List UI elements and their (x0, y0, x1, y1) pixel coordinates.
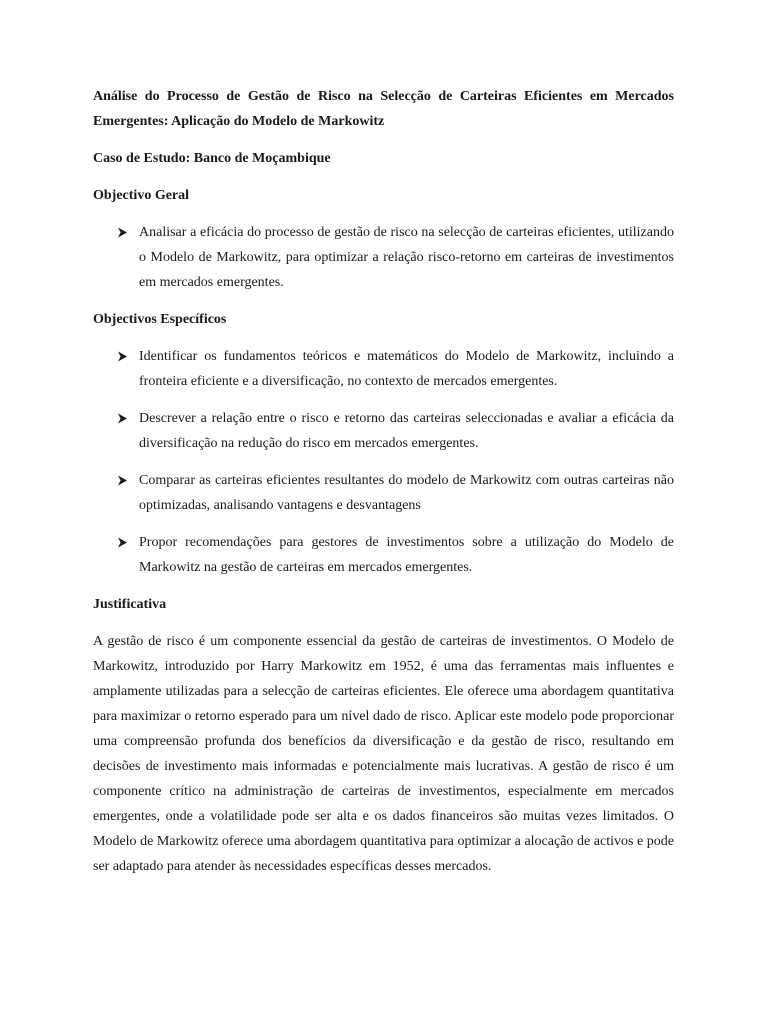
list-item-text: Analisar a eficácia do processo de gestão de risco na selecção de carteiras eficientes, utilizando o Modelo de Markowitz, para optimizar a relação risco-retorno em carteiras de investimentos em mercados emergentes. (139, 225, 674, 290)
list-item-text: Propor recomendações para gestores de investimentos sobre a utilização do Modelo de Markowitz na gestão de carteiras em mercados emergentes. (139, 535, 674, 575)
list-item-text: Identificar os fundamentos teóricos e matemáticos do Modelo de Markowitz, incluindo a fronteira eficiente e a diversificação, no contexto de mercados emergentes. (139, 349, 674, 389)
document-title: Análise do Processo de Gestão de Risco na Selecção de Carteiras Eficientes em Mercados Emergentes: Aplicação do Modelo de Markowitz (93, 89, 674, 129)
general-objective-list (93, 220, 674, 295)
document-page (93, 84, 674, 879)
list-item (93, 406, 674, 456)
specific-objectives-list (93, 344, 674, 580)
list-item (93, 220, 674, 295)
arrowhead-bullet-icon (115, 344, 129, 369)
list-item-text: Descrever a relação entre o risco e retorno das carteiras seleccionadas e avaliar a eficácia da diversificação na redução do risco em mercados emergentes. (139, 411, 674, 451)
arrowhead-bullet-icon (115, 530, 129, 555)
arrowhead-bullet-icon (115, 468, 129, 493)
justification-heading: Justificativa (93, 597, 167, 612)
list-item (93, 344, 674, 394)
list-item-text: Comparar as carteiras eficientes resultantes do modelo de Markowitz com outras carteiras não optimizadas, analisando vantagens e desvantagens (139, 473, 674, 513)
list-item (93, 468, 674, 518)
case-study-heading: Caso de Estudo: Banco de Moçambique (93, 151, 331, 166)
arrowhead-bullet-icon (115, 220, 129, 245)
general-objective-heading: Objectivo Geral (93, 188, 190, 203)
justification-paragraph: A gestão de risco é um componente essencial da gestão de carteiras de investimentos. O Modelo de Markowitz, introduzido por Harry Markowitz em 1952, é uma das ferramentas mais influentes e amplamente utilizadas para a selecção de carteiras eficientes. Ele oferece uma abordagem quantitativa para maximizar o retorno esperado para um nível dado de risco. Aplicar este modelo pode proporcionar uma compreensão profunda dos benefícios da diversificação e da gestão de risco, resultando em decisões de investimento mais informadas e potencialmente mais lucrativas. A gestão de risco é um componente crítico na administração de carteiras de investimentos, especialmente em mercados emergentes, onde a volatilidade pode ser alta e os dados financeiros são muitas vezes limitados. O Modelo de Markowitz oferece uma abordagem quantitativa para optimizar a alocação de activos e pode ser adaptado para atender às necessidades específicas desses mercados. (93, 634, 674, 874)
list-item (93, 530, 674, 580)
arrowhead-bullet-icon (115, 406, 129, 431)
specific-objectives-heading: Objectivos Específicos (93, 312, 227, 327)
